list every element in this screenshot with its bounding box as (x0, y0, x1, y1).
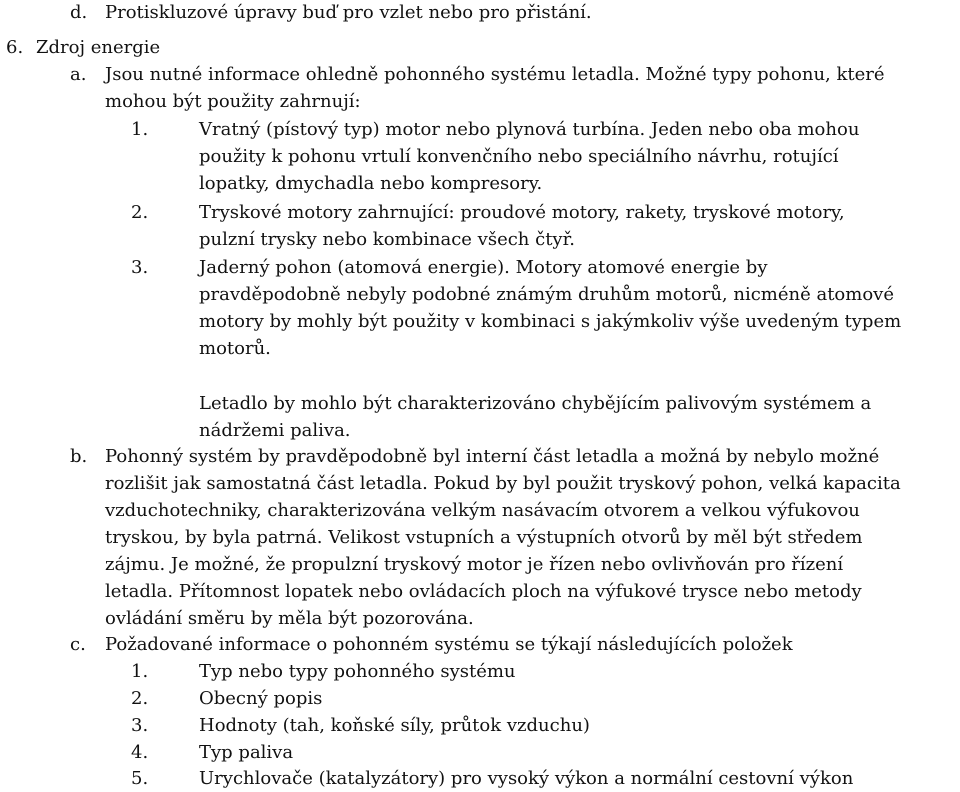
list-marker: b. (70, 446, 88, 467)
list-item-c (0, 632, 960, 658)
paragraph-line: zájmu. Je možné, že propulzní tryskový motor je řízen nebo ovlivňován pro řízení (105, 554, 844, 575)
list-marker: 5. (131, 768, 149, 789)
paragraph-line: Pohonný systém by pravděpodobně byl interní část letadla a možná by nebylo možné (105, 446, 880, 467)
paragraph-line: lopatky, dmychadla nebo kompresory. (199, 173, 543, 194)
list-item-b-continuation (0, 579, 960, 605)
paragraph-line: letadla. Přítomnost lopatek nebo ovládacích ploch na výfukové trysce nebo metody (105, 581, 862, 602)
list-item-d (0, 0, 960, 26)
list-marker: 2. (131, 202, 149, 223)
list-item-b (0, 444, 960, 470)
paragraph-line: rozlišit jak samostatná část letadla. Pokud by byl použit tryskový pohon, velká kapacita (105, 473, 901, 494)
note-paragraph-continuation (0, 418, 960, 444)
sub-list-item-1 (0, 117, 960, 143)
list-marker: a. (70, 64, 87, 85)
sub-list-item-c4 (0, 740, 960, 766)
sub-list-item-2-continuation (0, 227, 960, 253)
section-title: Zdroj energie (36, 37, 161, 58)
paragraph-line: motory by mohly být použity v kombinaci s jakýmkoliv výše uvedeným typem (199, 311, 902, 332)
list-text: Obecný popis (199, 688, 323, 709)
list-text: Protiskluzové úpravy buď pro vzlet nebo pro přistání. (105, 2, 592, 23)
sub-list-item-c2 (0, 686, 960, 712)
list-item-b-continuation (0, 525, 960, 551)
paragraph-line: pulzní trysky nebo kombinace všech čtyř. (199, 229, 575, 250)
list-marker: 3. (131, 257, 149, 278)
paragraph-line: motorů. (199, 338, 271, 359)
paragraph-line: Požadované informace o pohonném systému se týkají následujících položek (105, 634, 793, 655)
paragraph-line: vzduchotechniky, charakterizována velkým nasávacím otvorem a velkou výfukovou (105, 500, 860, 521)
list-text: Typ nebo typy pohonného systému (199, 661, 516, 682)
list-item-b-continuation (0, 606, 960, 632)
sub-list-item-1-continuation (0, 144, 960, 170)
list-item-a-continuation (0, 89, 960, 115)
paragraph-line: nádržemi paliva. (199, 420, 351, 441)
paragraph-line: použity k pohonu vrtulí konvenčního nebo speciálního návrhu, rotující (199, 146, 839, 167)
sub-list-item-c5 (0, 766, 960, 792)
list-item-a (0, 62, 960, 88)
list-text: Urychlovače (katalyzátory) pro vysoký výkon a normální cestovní výkon (199, 768, 854, 789)
sub-list-item-c1 (0, 659, 960, 685)
paragraph-line: Jsou nutné informace ohledně pohonného systému letadla. Možné typy pohonu, které (105, 64, 885, 85)
section-number: 6. (6, 37, 24, 58)
paragraph-line: pravděpodobně nebyly podobné známým druhům motorů, nicméně atomové (199, 284, 894, 305)
list-marker: c. (70, 634, 86, 655)
paragraph-line: Letadlo by mohlo být charakterizováno chybějícím palivovým systémem a (199, 393, 872, 414)
list-marker: 1. (131, 661, 149, 682)
list-marker: 2. (131, 688, 149, 709)
sub-list-item-1-continuation (0, 171, 960, 197)
sub-list-item-3-continuation (0, 336, 960, 362)
list-text: Hodnoty (tah, koňské síly, průtok vzduchu) (199, 715, 590, 736)
list-marker: d. (70, 2, 88, 23)
section-heading-6 (0, 35, 960, 61)
paragraph-line: mohou být použity zahrnují: (105, 91, 361, 112)
list-marker: 3. (131, 715, 149, 736)
sub-list-item-3-continuation (0, 309, 960, 335)
list-item-b-continuation (0, 498, 960, 524)
paragraph-line: tryskou, by byla patrná. Velikost vstupních a výstupních otvorů by měl být středem (105, 527, 863, 548)
paragraph-line: Jaderný pohon (atomová energie). Motory atomové energie by (199, 257, 768, 278)
list-item-b-continuation (0, 471, 960, 497)
paragraph-line: Tryskové motory zahrnující: proudové motory, rakety, tryskové motory, (199, 202, 845, 223)
list-item-b-continuation (0, 552, 960, 578)
paragraph-line: Vratný (pístový typ) motor nebo plynová turbína. Jeden nebo oba mohou (199, 119, 860, 140)
paragraph-line: ovládání směru by měla být pozorována. (105, 608, 474, 629)
list-marker: 4. (131, 742, 149, 763)
sub-list-item-3 (0, 255, 960, 281)
sub-list-item-3-continuation (0, 282, 960, 308)
list-marker: 1. (131, 119, 149, 140)
note-paragraph (0, 391, 960, 417)
list-text: Typ paliva (199, 742, 294, 763)
sub-list-item-c3 (0, 713, 960, 739)
sub-list-item-2 (0, 200, 960, 226)
